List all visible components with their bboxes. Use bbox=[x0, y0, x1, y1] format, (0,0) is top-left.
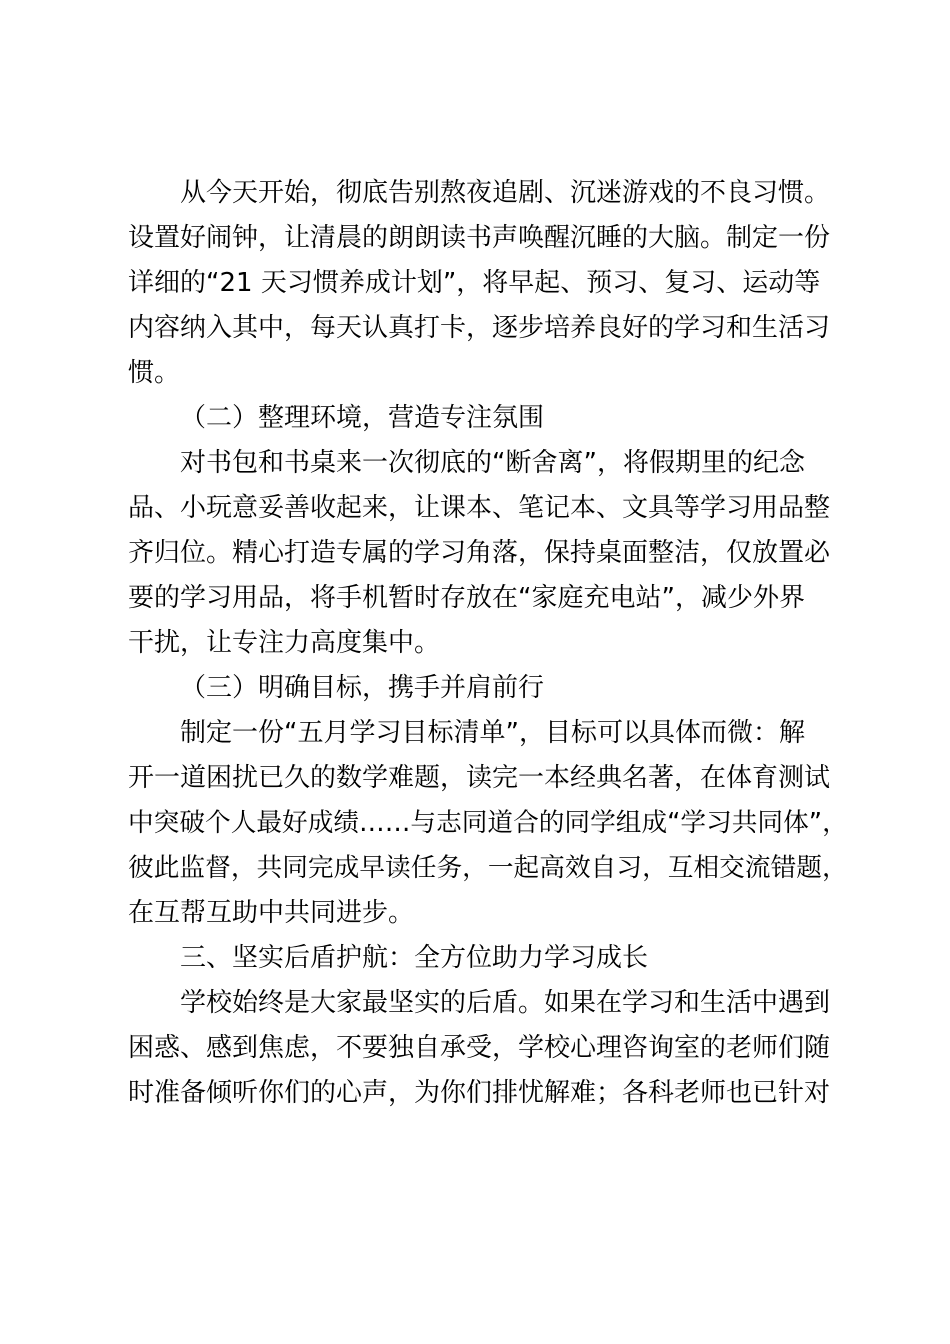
section-heading: （二）整理环境，营造专注氛围 bbox=[180, 403, 545, 433]
text-line: 困惑、感到焦虑，不要独自承受，学校心理咨询室的老师们随 bbox=[128, 1033, 831, 1063]
text-line: 要的学习用品，将手机暂时存放在“家庭充电站”，减少外界 bbox=[128, 583, 805, 613]
text-line: 齐归位。精心打造专属的学习角落，保持桌面整洁，仅放置必 bbox=[128, 538, 831, 568]
text-line: 开一道困扰已久的数学难题，读完一本经典名著，在体育测试 bbox=[128, 763, 831, 793]
text-line: 惯。 bbox=[128, 358, 181, 388]
text-line: 时准备倾听你们的心声，为你们排忧解难；各科老师也已针对 bbox=[128, 1078, 831, 1108]
text-line: 干扰，让专注力高度集中。 bbox=[128, 628, 441, 658]
text-line: 彼此监督，共同完成早读任务，一起高效自习，互相交流错题， bbox=[128, 853, 848, 883]
text-line: 中突破个人最好成绩……与志同道合的同学组成“学习共同体”， bbox=[128, 808, 848, 838]
text-line: 内容纳入其中，每天认真打卡，逐步培养良好的学习和生活习 bbox=[128, 313, 831, 343]
text-line: 详细的“21 天习惯养成计划”，将早起、预习、复习、运动等 bbox=[128, 268, 821, 298]
section-heading: （三）明确目标，携手并肩前行 bbox=[180, 673, 545, 703]
text-line: 设置好闹钟，让清晨的朗朗读书声唤醒沉睡的大脑。制定一份 bbox=[128, 223, 831, 253]
text-line: 品、小玩意妥善收起来，让课本、笔记本、文具等学习用品整 bbox=[128, 493, 831, 523]
text-line: 对书包和书桌来一次彻底的“断舍离”，将假期里的纪念 bbox=[180, 448, 805, 478]
text-line: 从今天开始，彻底告别熬夜追剧、沉迷游戏的不良习惯。 bbox=[180, 178, 831, 208]
text-line: 制定一份“五月学习目标清单”，目标可以具体而微：解 bbox=[180, 718, 805, 748]
chapter-heading: 三、坚实后盾护航：全方位助力学习成长 bbox=[180, 943, 649, 973]
body-text bbox=[128, 171, 848, 1116]
text-line: 在互帮互助中共同进步。 bbox=[128, 898, 415, 928]
text-line: 学校始终是大家最坚实的后盾。如果在学习和生活中遇到 bbox=[180, 988, 831, 1018]
